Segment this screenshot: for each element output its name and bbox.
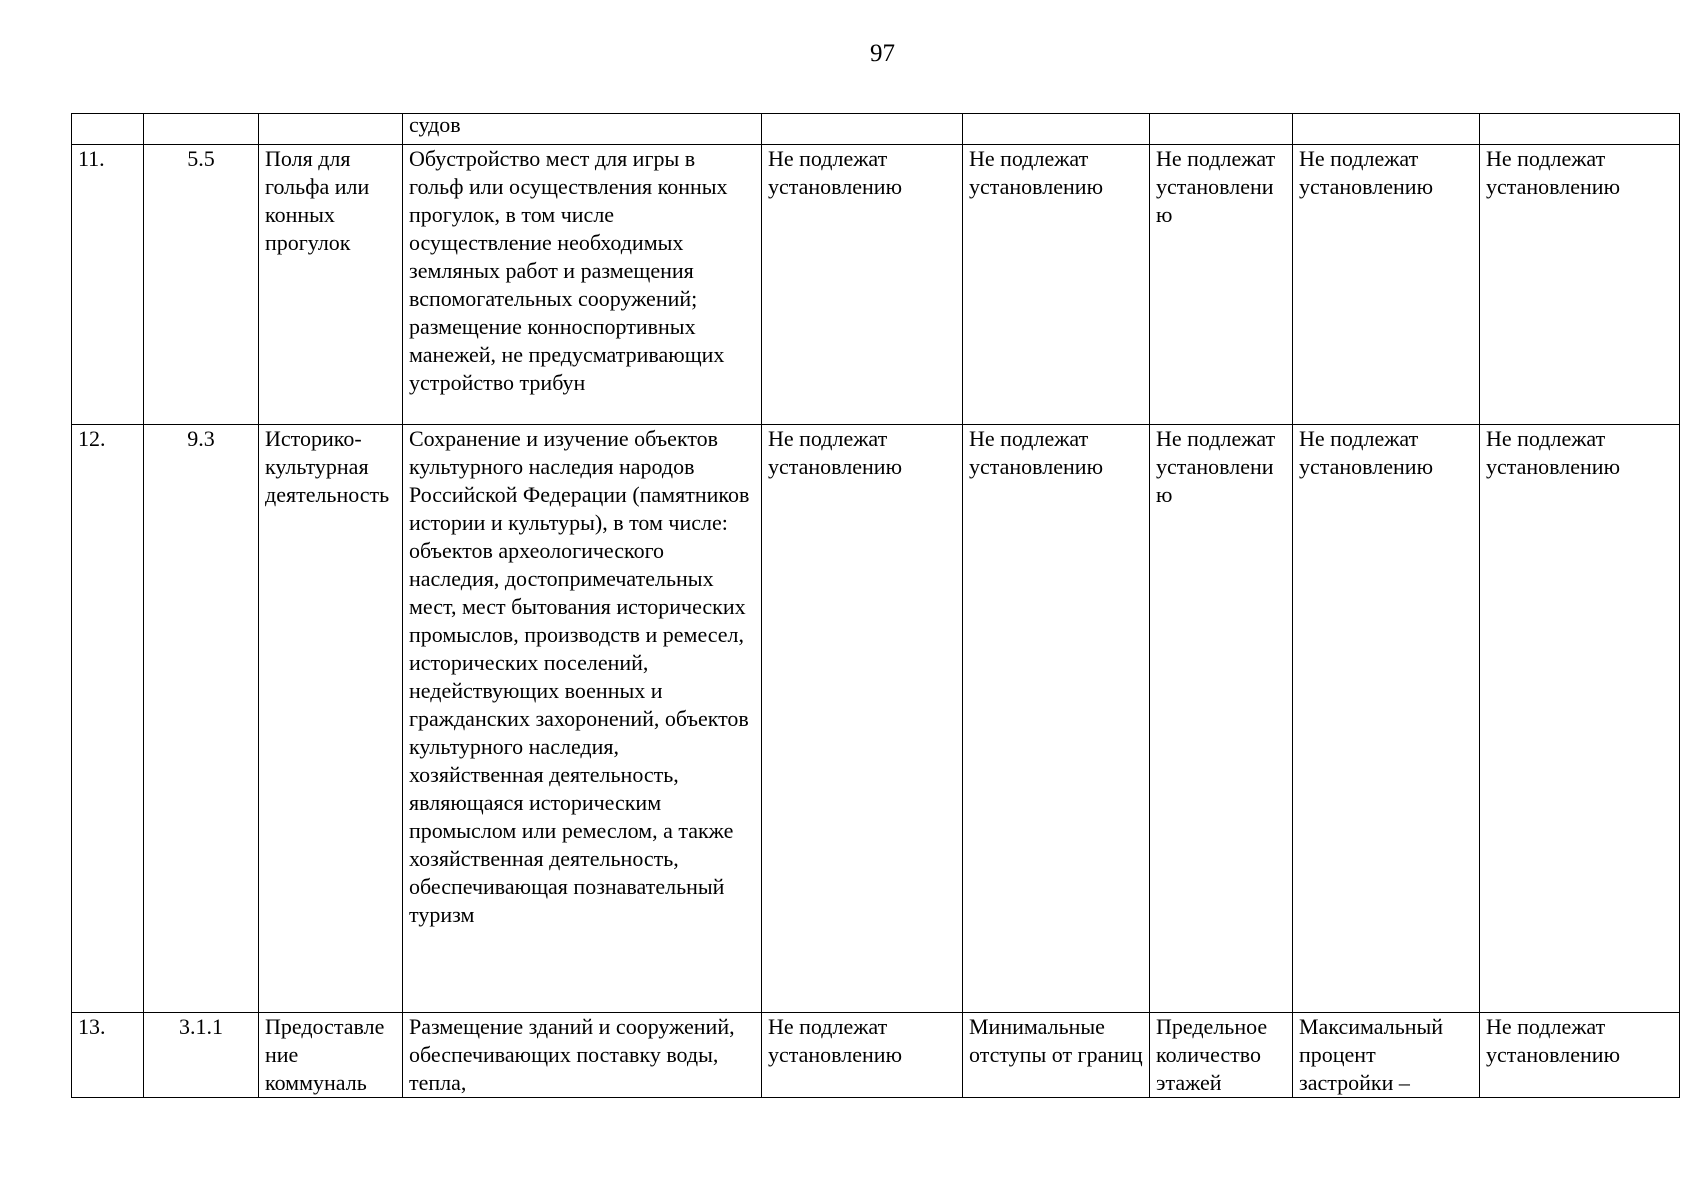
cell-col9: Не подлежат установлению — [1480, 145, 1680, 425]
table-row-continuation — [72, 114, 1680, 145]
cell-col5 — [762, 114, 963, 145]
cell-col9: Не подлежат установлению — [1480, 425, 1680, 1013]
table-row — [72, 1013, 1680, 1098]
cell-col9 — [1480, 114, 1680, 145]
cell-name: Предоставление коммуналь — [259, 1013, 403, 1098]
cell-col6: Не подлежат установлению — [963, 425, 1150, 1013]
cell-col7: Предельное количество этажей — [1150, 1013, 1293, 1098]
cell-col7 — [1150, 114, 1293, 145]
zoning-regulations-table — [71, 113, 1680, 1098]
cell-col5: Не подлежат установлению — [762, 145, 963, 425]
cell-col7: Не подлежат установлению — [1150, 145, 1293, 425]
cell-description: Размещение зданий и сооружений, обеспечивающих поставку воды, тепла, — [403, 1013, 762, 1098]
cell-col9: Не подлежат установлению — [1480, 1013, 1680, 1098]
cell-col8: Не подлежат установлению — [1293, 145, 1480, 425]
cell-col7: Не подлежат установлению — [1150, 425, 1293, 1013]
cell-col8: Не подлежат установлению — [1293, 425, 1480, 1013]
cell-col6: Минимальные отступы от границ — [963, 1013, 1150, 1098]
table-row — [72, 425, 1680, 1013]
cell-description: судов — [403, 114, 762, 145]
cell-name — [259, 114, 403, 145]
cell-number: 11. — [72, 145, 144, 425]
cell-col8: Максимальный процент застройки – — [1293, 1013, 1480, 1098]
cell-name: Историко-культурная деятельность — [259, 425, 403, 1013]
cell-code: 5.5 — [144, 145, 259, 425]
page-number: 97 — [870, 40, 895, 67]
cell-code — [144, 114, 259, 145]
cell-col5: Не подлежат установлению — [762, 425, 963, 1013]
cell-code: 9.3 — [144, 425, 259, 1013]
cell-number — [72, 114, 144, 145]
cell-number: 13. — [72, 1013, 144, 1098]
cell-code: 3.1.1 — [144, 1013, 259, 1098]
cell-name: Поля для гольфа или конных прогулок — [259, 145, 403, 425]
cell-description: Обустройство мест для игры в гольф или осуществления конных прогулок, в том числе осуществление необходимых земляных работ и размещения вспомогательных сооружений; размещение конноспортивных манежей, не предусматривающих устройство трибун — [403, 145, 762, 425]
cell-col8 — [1293, 114, 1480, 145]
table-row — [72, 145, 1680, 425]
cell-col6: Не подлежат установлению — [963, 145, 1150, 425]
cell-col5: Не подлежат установлению — [762, 1013, 963, 1098]
cell-description: Сохранение и изучение объектов культурного наследия народов Российской Федерации (памятников истории и культуры), в том числе: объектов археологического наследия, достопримечательных мест, мест бытования исторических промыслов, производств и ремесел, исторических поселений, недействующих военных и гражданских захоронений, объектов культурного наследия, хозяйственная деятельность, являющаяся историческим промыслом или ремеслом, а также хозяйственная деятельность, обеспечивающая познавательный туризм — [403, 425, 762, 1013]
cell-col6 — [963, 114, 1150, 145]
cell-number: 12. — [72, 425, 144, 1013]
